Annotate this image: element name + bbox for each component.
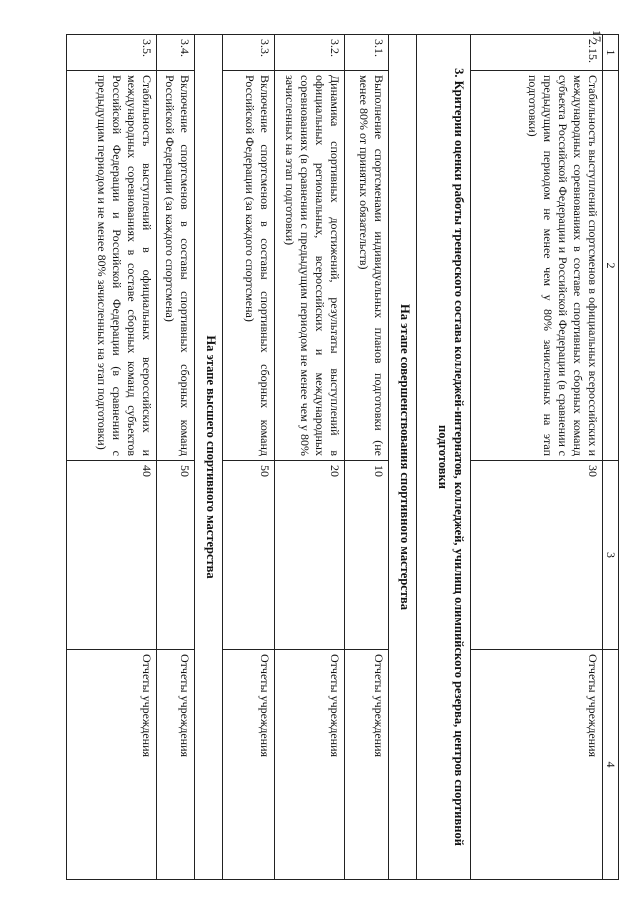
column-header-4: 4 bbox=[603, 650, 619, 880]
rotated-page-content bbox=[42, 34, 619, 879]
criterion-source: Отчеты учреждения bbox=[223, 650, 275, 880]
criterion-value: 50 bbox=[223, 461, 275, 650]
table-row bbox=[67, 35, 157, 880]
row-number: 2.15. bbox=[471, 35, 603, 71]
stage-header-row bbox=[195, 35, 223, 880]
table-row bbox=[223, 35, 275, 880]
column-header-3: 3 bbox=[603, 461, 619, 650]
table-row bbox=[471, 35, 603, 880]
criterion-text: Стабильность выступлений в официальных всероссийских и международных соревнованиях в составе сборных команд субъектов Российской Федерации и Российской Федерации (в сравнении с предыдущим периодом и не менее 80% зачисленных на этап подготовки) bbox=[67, 71, 157, 461]
criterion-value: 50 bbox=[157, 461, 195, 650]
row-number: 3.2. bbox=[275, 35, 345, 71]
row-number: 3.4. bbox=[157, 35, 195, 71]
criterion-text: Включение спортсменов в составы спортивных сборных команд Российской Федерации (за каждого спортсмена) bbox=[223, 71, 275, 461]
criteria-table bbox=[66, 34, 619, 880]
criterion-text: Стабильность выступлений спортсменов в официальных всероссийских и международных соревнованиях в составе спортивных сборных команд субъекта Российской Федерации и Российской Федерации (в сравнении с предыдущим периодом не менее чем у 80% зачисленных на этап подготовки) bbox=[471, 71, 603, 461]
stage-higher-title: На этапе высшего спортивного мастерства bbox=[195, 35, 223, 880]
criterion-value: 40 bbox=[67, 461, 157, 650]
criterion-source: Отчеты учреждения bbox=[157, 650, 195, 880]
criterion-value: 10 bbox=[345, 461, 389, 650]
criterion-source: Отчеты учреждения bbox=[67, 650, 157, 880]
table-row bbox=[275, 35, 345, 880]
table-row bbox=[345, 35, 389, 880]
criterion-source: Отчеты учреждения bbox=[345, 650, 389, 880]
criterion-source: Отчеты учреждения bbox=[275, 650, 345, 880]
criterion-text: Выполнение спортсменами индивидуальных планов подготовки (не менее 80% от принятых обязательств) bbox=[345, 71, 389, 461]
section-3-title: 3. Критерии оценки работы тренерского состава колледжей-интернатов, колледжей, училищ олимпийского резерва, центров спортивной подготовки bbox=[417, 35, 471, 880]
criterion-value: 30 bbox=[471, 461, 603, 650]
row-number: 3.3. bbox=[223, 35, 275, 71]
criterion-text: Динамика спортивных достижений, результаты выступлений в официальных региональных, всероссийских и международных соревнованиях (в сравнении с предыдущим периодом не менее чем у 80% зачисленных на этап подготовки) bbox=[275, 71, 345, 461]
criterion-source: Отчеты учреждения bbox=[471, 650, 603, 880]
column-header-1: 1 bbox=[603, 35, 619, 71]
column-header-2: 2 bbox=[603, 71, 619, 461]
section-header-row bbox=[417, 35, 471, 880]
row-number: 3.5. bbox=[67, 35, 157, 71]
page-number: 17 bbox=[590, 30, 604, 42]
stage-improvement-title: На этапе совершенствования спортивного мастерства bbox=[389, 35, 417, 880]
criterion-text: Включение спортсменов в составы спортивных сборных команд Российской Федерации (за каждого спортсмена) bbox=[157, 71, 195, 461]
table-header-row bbox=[603, 35, 619, 880]
row-number: 3.1. bbox=[345, 35, 389, 71]
criterion-value: 20 bbox=[275, 461, 345, 650]
stage-header-row bbox=[389, 35, 417, 880]
table-row bbox=[157, 35, 195, 880]
